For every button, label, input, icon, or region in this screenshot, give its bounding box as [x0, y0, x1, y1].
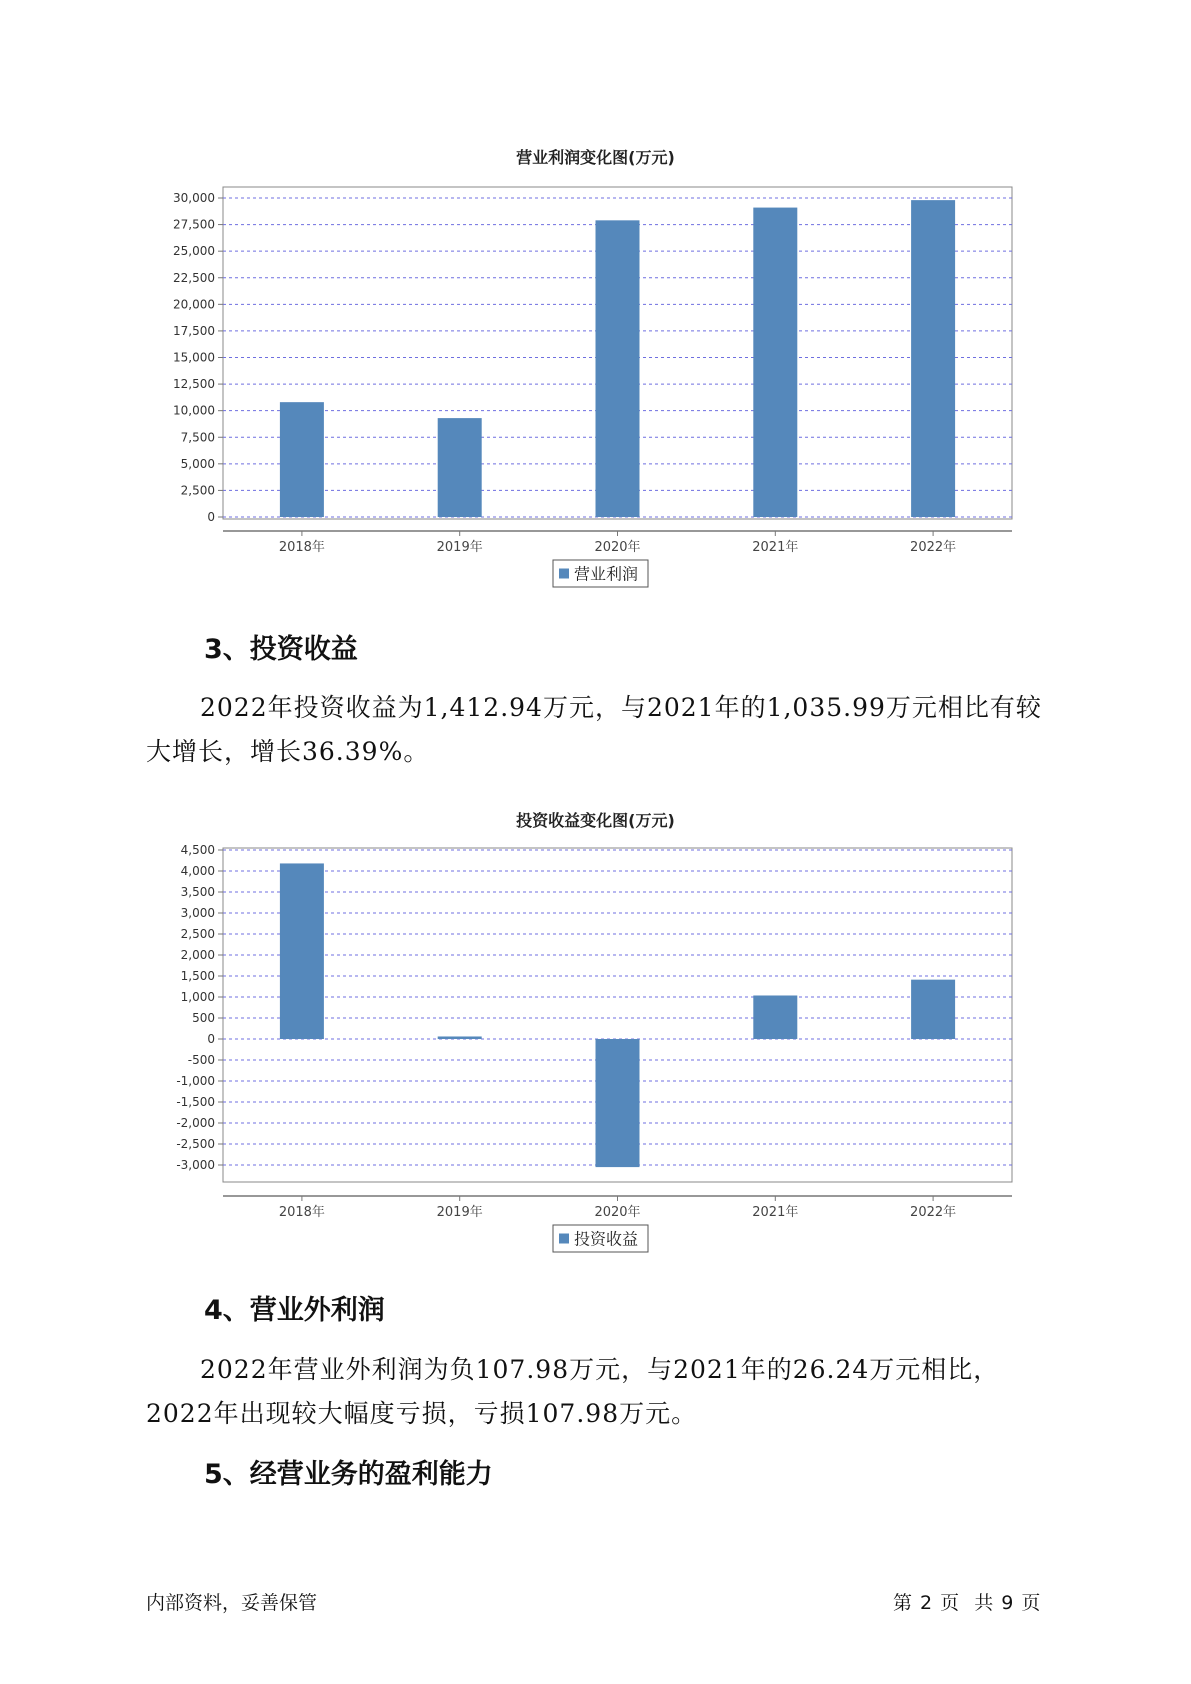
y-tick-label: 4,500	[180, 843, 215, 857]
legend-swatch	[559, 1234, 569, 1244]
legend-label: 投资收益	[574, 1229, 639, 1249]
y-tick-label: 2,000	[180, 948, 215, 962]
y-tick-label: 17,500	[173, 323, 215, 338]
y-tick-label: -2,500	[176, 1137, 215, 1151]
y-tick-label: 10,000	[173, 403, 215, 418]
y-tick-label: 30,000	[173, 191, 215, 205]
bar	[438, 1036, 482, 1039]
section-heading-business-profitability: 5、经营业务的盈利能力	[204, 1459, 493, 1490]
y-tick-label: -2,000	[176, 1116, 215, 1130]
bar	[753, 995, 797, 1039]
x-tick-label: 2019年	[436, 1205, 483, 1220]
legend-label: 营业利润	[574, 564, 639, 584]
y-tick-label: 20,000	[173, 297, 215, 312]
y-tick-label: -500	[187, 1053, 215, 1067]
y-tick-label: -1,500	[176, 1095, 215, 1109]
bar	[911, 980, 955, 1039]
section-heading-non-operating-profit: 4、营业外利润	[204, 1295, 385, 1326]
y-tick-label: 0	[207, 510, 215, 524]
x-tick-label: 2022年	[910, 1205, 957, 1220]
y-tick-label: 7,500	[180, 430, 215, 445]
bar	[596, 1039, 640, 1167]
footer-page-number: 第 2 页 共 9 页	[893, 1592, 1042, 1614]
x-tick-label: 2018年	[278, 540, 325, 555]
y-tick-label: 2,500	[180, 927, 215, 941]
y-tick-label: 22,500	[173, 270, 215, 285]
x-tick-label: 2018年	[278, 1205, 325, 1220]
y-tick-label: 4,000	[180, 864, 215, 878]
y-tick-label: -3,000	[176, 1158, 215, 1172]
chart-title: 投资收益变化图(万元)	[516, 811, 675, 830]
y-tick-label: 12,500	[173, 377, 215, 392]
y-tick-label: 1,500	[180, 969, 215, 983]
x-tick-label: 2021年	[752, 540, 799, 555]
x-tick-label: 2020年	[594, 1205, 641, 1220]
x-tick-label: 2020年	[594, 540, 641, 555]
y-tick-label: 0	[207, 1032, 215, 1046]
x-tick-label: 2022年	[910, 540, 957, 555]
x-tick-label: 2021年	[752, 1205, 799, 1220]
bar	[280, 863, 324, 1039]
y-tick-label: 3,000	[180, 906, 215, 920]
chart-title: 营业利润变化图(万元)	[516, 148, 675, 167]
y-tick-label: 2,500	[180, 483, 215, 498]
section-heading-investment-income: 3、投资收益	[204, 634, 358, 665]
investment-income-paragraph: 2022年投资收益为1,412.94万元，与2021年的1,035.99万元相比有较大增长，增长36.39%。	[146, 693, 1042, 766]
y-tick-label: 3,500	[180, 885, 215, 899]
y-tick-label: 25,000	[173, 244, 215, 259]
y-tick-label: 15,000	[173, 350, 215, 365]
non-operating-profit-paragraph: 2022年营业外利润为负107.98万元，与2021年的26.24万元相比，2022年出现较大幅度亏损，亏损107.98万元。	[146, 1355, 1000, 1428]
y-tick-label: -1,000	[176, 1074, 215, 1088]
y-tick-label: 5,000	[180, 456, 215, 471]
y-tick-label: 500	[192, 1011, 215, 1025]
y-tick-label: 27,500	[173, 217, 215, 232]
footer-confidential-note: 内部资料，妥善保管	[146, 1592, 318, 1614]
y-tick-label: 1,000	[180, 990, 215, 1004]
x-tick-label: 2019年	[436, 540, 483, 555]
